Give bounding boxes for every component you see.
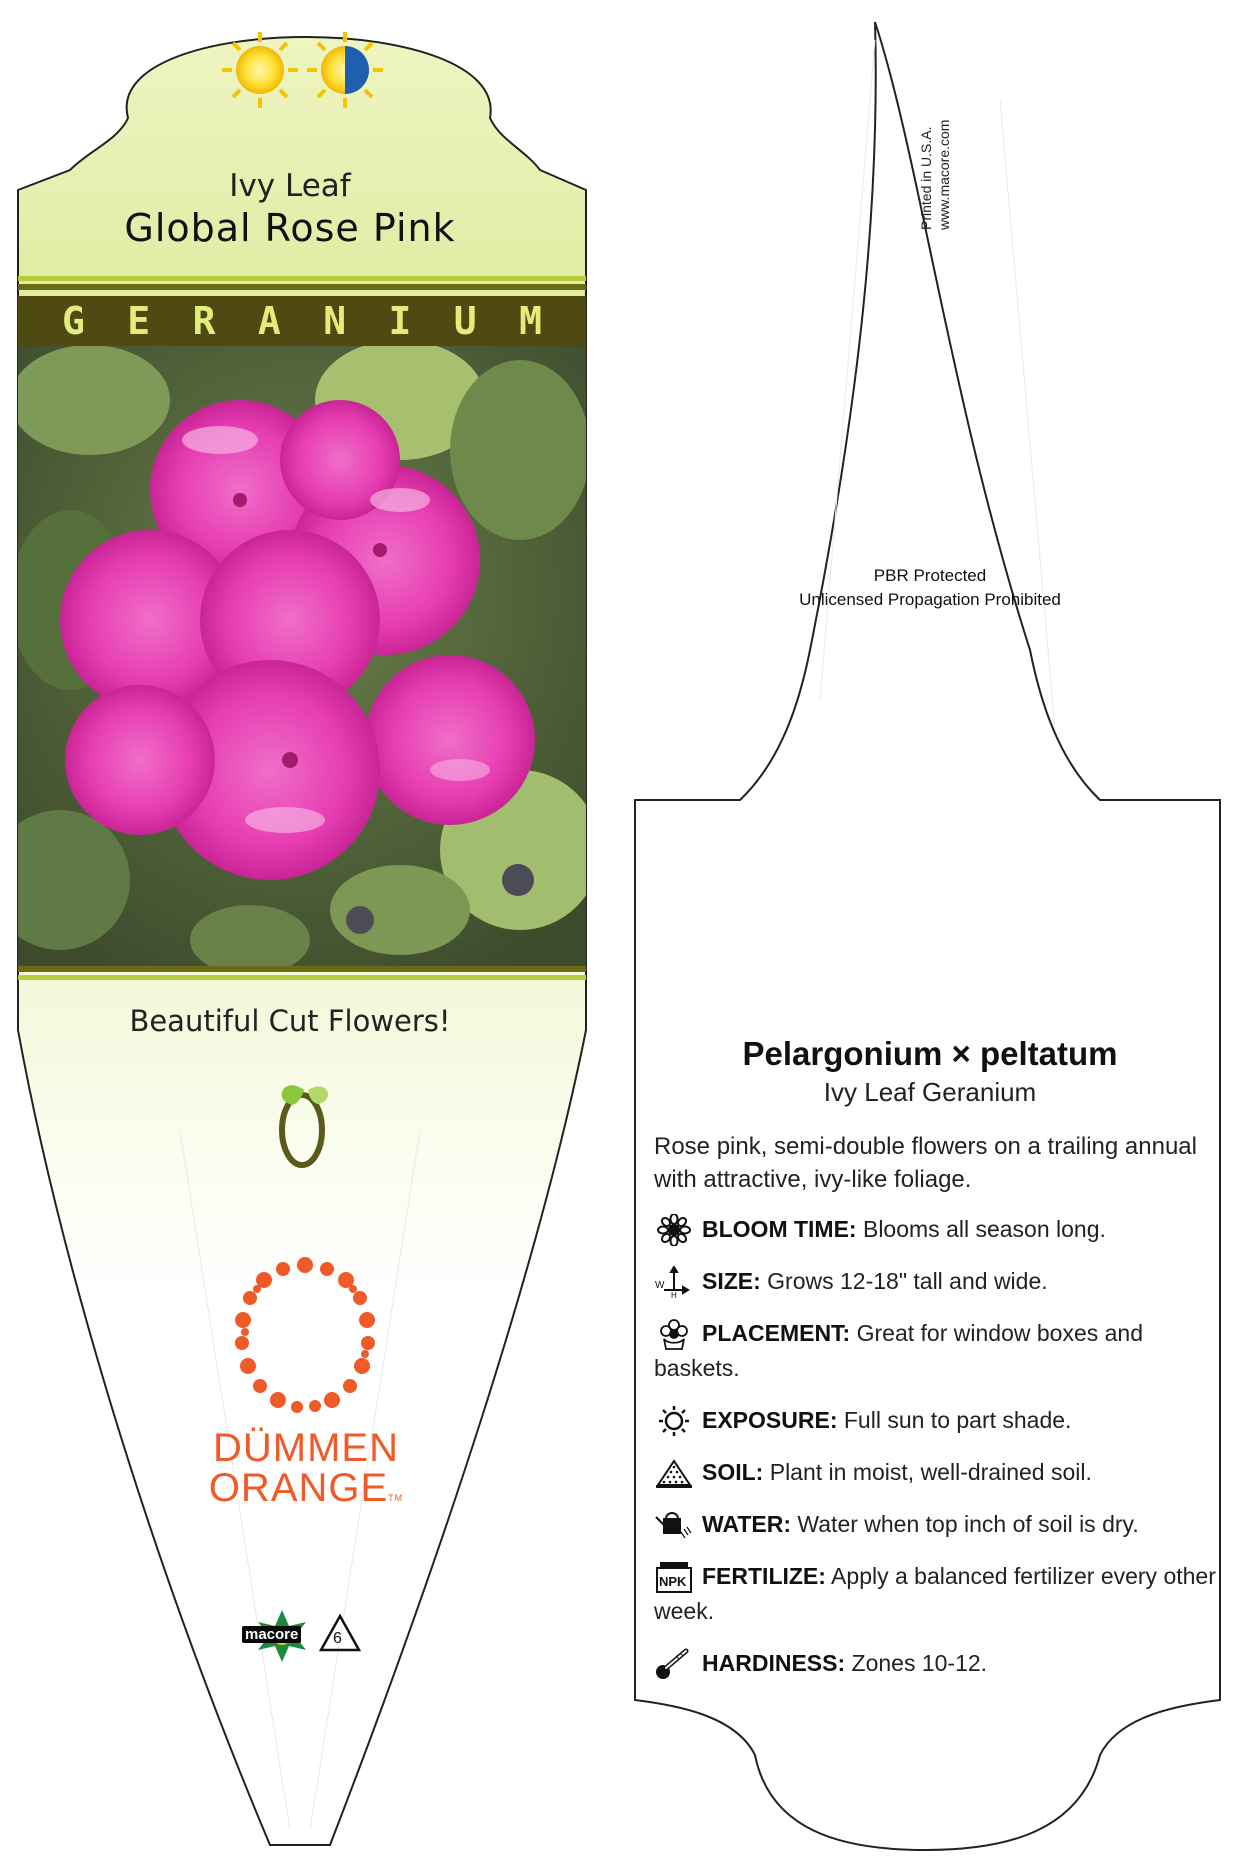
genus-letter: G xyxy=(62,299,85,343)
care-label: EXPOSURE: xyxy=(702,1407,838,1433)
svg-text:NPK: NPK xyxy=(659,1574,687,1589)
scientific-name: Pelargonium × peltatum xyxy=(742,1035,1118,1072)
dummen-orange-wordmark xyxy=(196,1428,416,1518)
care-list xyxy=(654,1212,1220,1698)
pbr-notice xyxy=(720,564,1140,612)
common-name: Ivy Leaf Geranium xyxy=(823,1077,1037,1107)
care-item-placement xyxy=(654,1316,1220,1386)
care-label: SOIL: xyxy=(702,1459,764,1485)
tagline: Beautiful Cut Flowers! xyxy=(129,1004,451,1038)
care-label: PLACEMENT: xyxy=(702,1320,851,1346)
sun-outline-icon xyxy=(654,1405,694,1437)
printed-line-1: Printed in U.S.A. xyxy=(918,126,934,230)
care-item-exposure xyxy=(654,1403,1220,1438)
genus-letter: I xyxy=(388,299,412,343)
npk-icon xyxy=(654,1561,694,1593)
genus-bar xyxy=(18,296,586,346)
printed-in-note xyxy=(880,100,1030,250)
care-text: Full sun to part shade. xyxy=(837,1407,1072,1433)
brand-line-2: ORANGETM xyxy=(208,1466,404,1510)
recycle-number: 6 xyxy=(333,1630,342,1647)
care-text: Grows 12-18" tall and wide. xyxy=(760,1268,1048,1294)
svg-text:W: W xyxy=(655,1280,665,1291)
genus-letter: M xyxy=(519,299,542,343)
flower-icon xyxy=(654,1214,694,1246)
care-item-water xyxy=(654,1507,1220,1542)
care-label: WATER: xyxy=(702,1511,792,1537)
macore-logo-text: macore xyxy=(242,1626,301,1643)
care-text: Zones 10-12. xyxy=(845,1650,988,1676)
care-item-fertilize xyxy=(654,1559,1220,1629)
genus-letter: U xyxy=(453,299,477,343)
soil-icon xyxy=(654,1457,694,1489)
care-text: Great for window boxes and baskets. xyxy=(654,1320,1144,1381)
variety-title: Global Rose Pink xyxy=(124,206,456,250)
thermometer-icon xyxy=(654,1648,694,1680)
size-arrows-icon xyxy=(654,1266,694,1298)
care-label: BLOOM TIME: xyxy=(702,1216,857,1242)
brand-line-1: DÜMMEN xyxy=(213,1426,399,1470)
care-text: Plant in moist, well-drained soil. xyxy=(763,1459,1092,1485)
care-item-soil xyxy=(654,1455,1220,1490)
variety-subtitle: Ivy Leaf xyxy=(229,168,351,204)
genus-letter: N xyxy=(323,299,347,343)
care-label: HARDINESS: xyxy=(702,1650,846,1676)
care-text: Blooms all season long. xyxy=(856,1216,1106,1242)
care-item-hardiness xyxy=(654,1646,1220,1681)
genus-letter: E xyxy=(127,299,151,343)
pbr-line-1: PBR Protected xyxy=(873,566,987,585)
trademark-mark: TM xyxy=(388,1493,404,1503)
care-item-bloom-time xyxy=(654,1212,1220,1247)
care-label: FERTILIZE: xyxy=(702,1563,826,1589)
care-item-size xyxy=(654,1264,1220,1299)
printed-line-2: www.macore.com xyxy=(936,119,952,230)
flower-photo xyxy=(0,340,600,975)
pbr-line-2: Unlicensed Propagation Prohibited xyxy=(799,590,1061,609)
plant-description: Rose pink, semi-double flowers on a trailing annual with attractive, ivy-like foliage. xyxy=(654,1133,1197,1193)
genus-letter: R xyxy=(192,299,216,343)
genus-letter: A xyxy=(257,299,281,343)
care-text: Apply a balanced fertilizer every other week. xyxy=(654,1563,1216,1624)
watering-can-icon xyxy=(654,1509,694,1541)
placement-icon xyxy=(654,1318,694,1350)
care-text: Water when top inch of soil is dry. xyxy=(791,1511,1139,1537)
care-label: SIZE: xyxy=(702,1268,761,1294)
svg-text:H: H xyxy=(671,1291,677,1298)
